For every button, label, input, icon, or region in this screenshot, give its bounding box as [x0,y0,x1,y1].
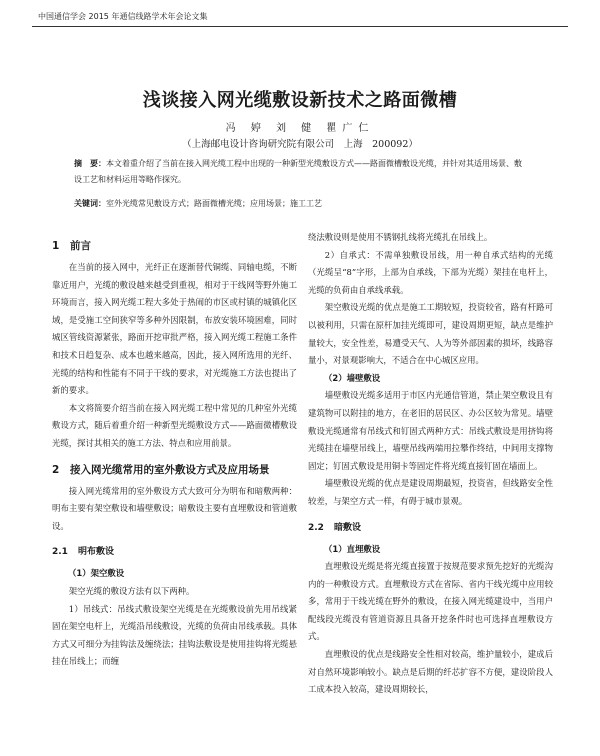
keywords [74,196,526,212]
affiliation: （上海邮电设计咨询研究院有限公司 上海 200092） [182,139,418,150]
header-rule [32,26,568,27]
paragraph: 直埋敷设的优点是线路安全性相对较高，维护量较小，建成后对自然环境影响较小。缺点是后期的纤芯扩容不方便，建设阶段人工成本投入较高，建设周期较长， [308,649,553,695]
paragraph: 2）自承式：不需单独敷设吊线，用一种自承式结构的光缆（光缆呈“8”字形，上部为自承线，下部为光缆）架挂在电杆上，光缆的负荷由自承线承载。 [308,249,553,295]
subheading-direct-burial: （1）直埋敷设 [324,543,381,554]
authors: 冯 婷 刘 健 瞿广仁 [225,123,375,134]
keywords-label: 关键词： [74,199,106,208]
section-2-2-number: 2.2 [308,522,324,533]
keywords-text: 室外光缆常见敷设方式；路面微槽光缆；应用场景；施工工艺 [106,199,322,208]
abstract-label: 摘 要： [74,159,106,168]
section-2-1-title: 明布敷设 [78,547,115,558]
paragraph: 架空光缆的敷设方法有以下两种。 [68,585,195,596]
section-2-number: 2 [52,463,60,476]
section-2-2-heading [308,520,553,537]
paragraph: 架空敷设光缆的优点是施工工期较短，投资较省，路有杆路可以被利用，只需在原杆加挂光缆即可，建设周期更短，缺点是维护量较大，安全性差，易遭受天气、人为等外部因素的损坏，线路容量小，对景观影响大，不适合在中心城区应用。 [308,302,553,366]
paragraph: 墙壁敷设光缆的优点是建设周期最短，投资省，但线路安全性较差，与架空方式一样，有碍于城市景观。 [308,478,553,506]
section-1-title: 前言 [70,240,91,252]
section-1-number: 1 [52,240,60,252]
paragraph: 在当前的接入网中，光纤正在逐渐替代铜缆、同轴电缆，不断靠近用户，光缆的敷设越来越受到重视，相对于干线网等野外施工环境而言，接入网光缆工程大多处于热闹的市区或村镇的城镇化区域，是受施工空间狭窄等多种外因限制，布放安装环境困难，同时城区管线资源紧张，路面开挖审批严格，接入网光缆工程施工条件和技术日趋复杂、成本也越来越高，因此，接入网所选用的光纤、光缆的结构和性能有不同于干线的要求，对光缆施工方法也提出了新的要求。 [52,262,297,396]
right-column [308,229,553,699]
subheading-wall: （2）墙壁敷设 [324,372,381,383]
abstract [74,156,526,188]
section-2-1-number: 2.1 [52,547,68,558]
abstract-text: 本文着重介绍了当前在接入网光缆工程中出现的一种新型光缆敷设方式——路面微槽敷设光缆，并针对其适用场景、敷设工艺和材料运用等略作探究。 [74,159,522,184]
paragraph: 直埋敷设光缆是将光缆直接置于按规范要求预先挖好的光缆沟内的一种敷设方式。直埋敷设方式在省际、省内干线光缆中应用较多，常用于干线光缆在野外的敷设，在接入网光缆建设中，当用户配线段光缆没有管道资源且具备开挖条件时也可选择直埋敷设方式。 [308,561,553,642]
section-2-heading [52,462,297,479]
section-2-1-heading [52,544,297,561]
paragraph: 1）吊线式：吊线式敷设架空光缆是在光缆敷设前先用吊线紧固在架空电杆上，光缆沿吊线敷设，光缆的负荷由吊线承载。具体方式又可细分为挂钩法及缠绕法；挂钩法敷设是使用挂钩将光缆悬挂在吊线上；而缠 [52,603,297,667]
section-1-heading [52,238,297,255]
paper-title: 浅谈接入网光缆敷设新技术之路面微槽 [142,90,458,111]
section-2-2-title: 暗敷设 [334,522,362,533]
subheading-aerial: （1）架空敷设 [68,568,125,579]
section-2-title: 接入网光缆常用的室外敷设方式及应用场景 [70,463,270,476]
running-header: 中国通信学会 2015 年通信线路学术年会论文集 [38,12,208,21]
paragraph: 绕法敷设则是使用不锈钢扎线将光缆扎在吊线上。 [308,232,493,242]
left-column [52,229,297,671]
paragraph: 本文将简要介绍当前在接入网光缆工程中常见的几种室外光缆敷设方式，随后着重介绍一种新型光缆敷设方式——路面微槽敷设光缆，探讨其相关的施工方法、特点和应用前景。 [52,402,297,448]
paragraph: 接入网光缆常用的室外敷设方式大致可分为明布和暗敷两种：明布主要有架空敷设和墙壁敷设；暗敷设主要有直埋敷设和管道敷设。 [52,485,297,531]
paragraph: 墙壁敷设光缆多适用于市区内光通信管道，禁止架空敷设且有建筑物可以附挂的地方，在老旧的居民区、办公区较为常见。墙壁敷设光缆通常有吊线式和钉固式两种方式：吊线式敷设是用挤钩将光缆挂在墙壁吊线上，墙壁吊线两端用拉攀作终结，中间用支撑物固定；钉固式敷设是用铜卡等固定件将光缆直接钉固在墙面上。 [308,390,553,471]
